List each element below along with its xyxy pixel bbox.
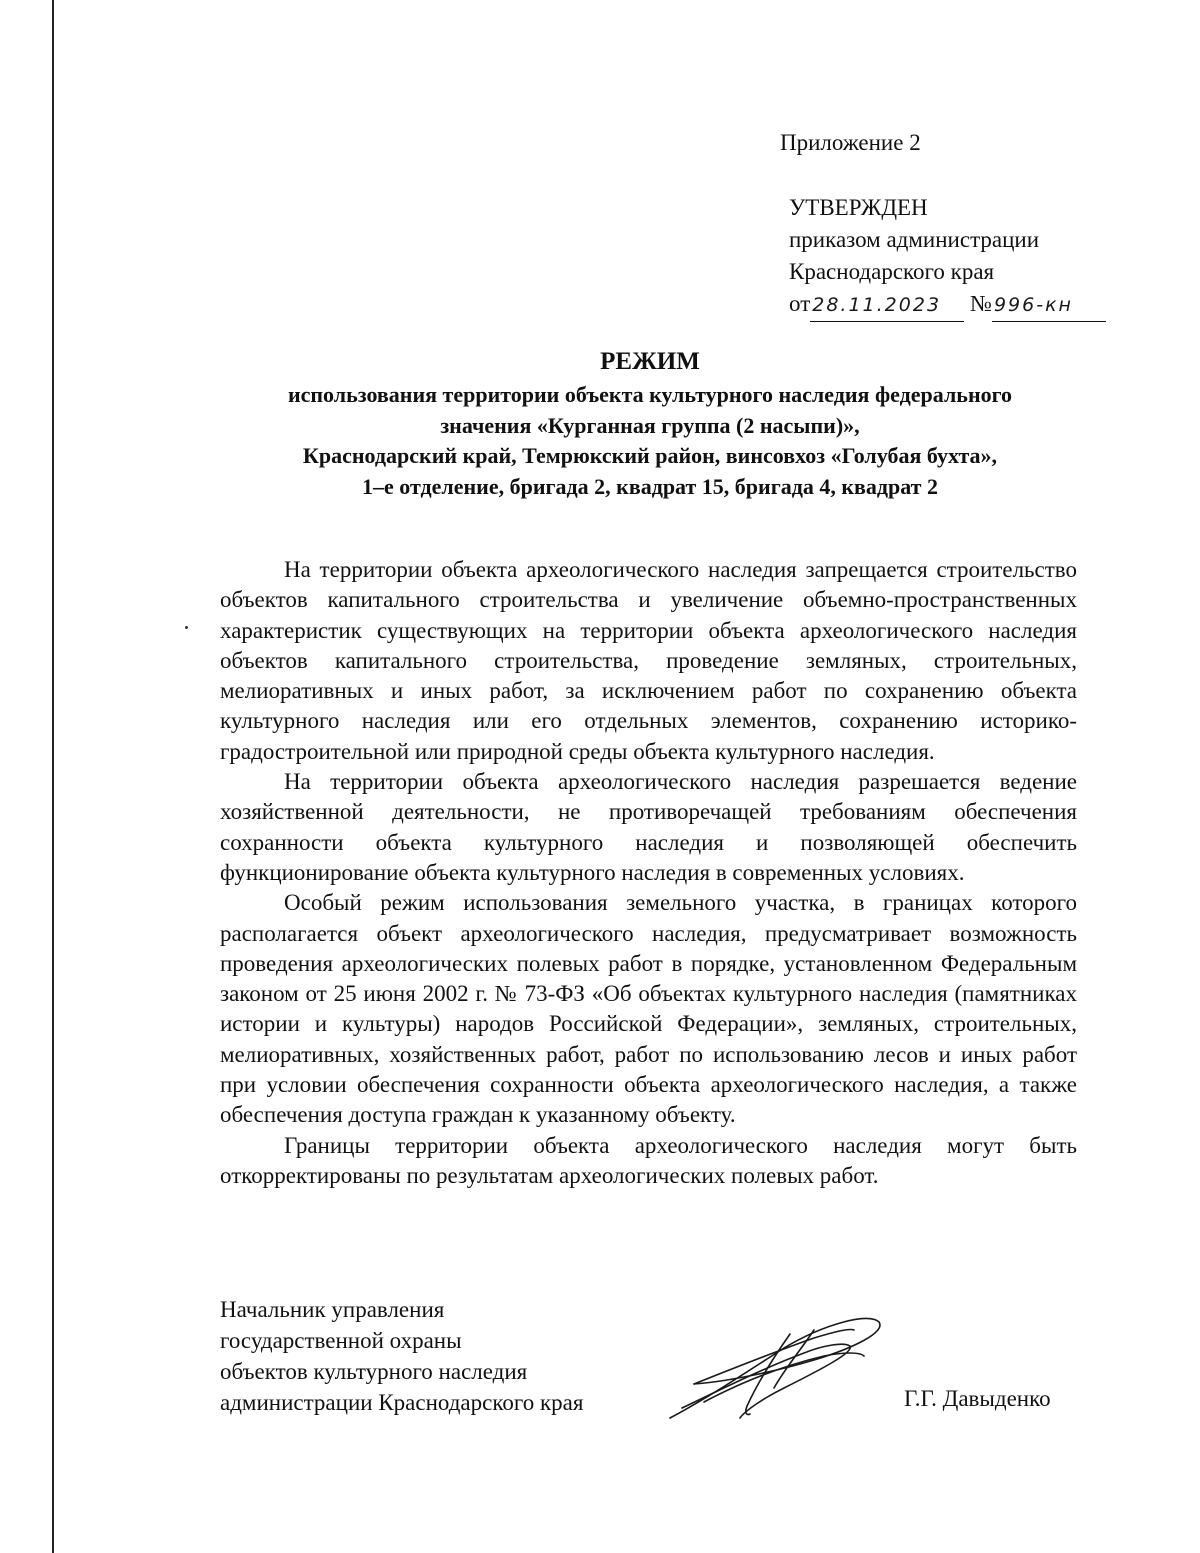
- title-line-2: значения «Курганная группа (2 насыпи)»,: [440, 412, 860, 438]
- approved-line-2: Краснодарского края: [789, 259, 995, 284]
- order-prefix: от: [789, 291, 811, 316]
- position-line-4: администрации Краснодарского края: [220, 1390, 584, 1415]
- handwritten-signature: [664, 1308, 894, 1428]
- title-line-1: использования территории объекта культурного наследия федерального: [287, 382, 1013, 407]
- position-line-1: Начальник управления: [220, 1297, 445, 1322]
- appendix-label: Приложение 2: [780, 130, 921, 155]
- document-title: [150, 344, 1150, 502]
- paragraph-prohibitions: На территории объекта археологического наследия запрещается строительство объектов капитального строительства и увеличение объемно-пространственных характеристик существующих на территории объекта археологического наследия объектов капитального строительства, проведение земляных, строительных, мелиоративных и иных работ, за исключением работ по сохранению объекта культурного наследия или его отдельных элементов, сохранению историко-градостроительной или природной среды объекта культурного наследия.: [220, 557, 1077, 764]
- title-main: РЕЖИМ: [600, 348, 700, 375]
- order-date-handwritten: 28.11.2023: [810, 289, 964, 322]
- approval-block: [789, 192, 1106, 322]
- paragraph-permitted-activity: На территории объекта археологического наследия разрешается ведение хозяйственной деятельности, не противоречащей требованиям обеспечения сохранности объекта культурного наследия и позволяющей обеспечить функционирование объекта культурного наследия в современных условиях.: [220, 769, 1077, 885]
- approved-title: УТВЕРЖДЕН: [789, 195, 928, 220]
- paragraph-boundaries: Границы территории объекта археологического наследия могут быть откорректированы по результатам археологических полевых работ.: [220, 1132, 1077, 1188]
- signatory-position: [220, 1294, 583, 1418]
- order-reference: [789, 288, 1106, 322]
- order-number-sign: №: [970, 291, 992, 316]
- document-body: [220, 555, 1077, 1191]
- scan-speck: [185, 626, 188, 629]
- signatory-name: Г.Г. Давыденко: [904, 1386, 1051, 1411]
- scan-edge-line: [52, 0, 54, 1553]
- paragraph-special-regime: Особый режим использования земельного участка, в границах которого располагается объект археологического наследия, предусматривает возможность проведения археологических полевых работ в порядке, установленном Федеральным законом от 25 июня 2002 г. № 73-ФЗ «Об объектах культурного наследия (памятниках истории и культуры) народов Российской Федерации», земляных, строительных, мелиоративных, хозяйственных работ, работ по использованию лесов и иных работ при условии обеспечения сохранности объекта археологического наследия, а также обеспечения доступа граждан к указанному объекту.: [220, 890, 1077, 1128]
- title-line-4: 1–е отделение, бригада 2, квадрат 15, бригада 4, квадрат 2: [362, 473, 938, 499]
- order-number-handwritten: 996-кн: [992, 289, 1106, 322]
- position-line-2: государственной охраны: [220, 1328, 462, 1353]
- approved-line-1: приказом администрации: [789, 227, 1040, 252]
- title-line-3: Краснодарский край, Темрюкский район, винсовхоз «Голубая бухта»,: [302, 443, 998, 468]
- position-line-3: объектов культурного наследия: [220, 1359, 528, 1384]
